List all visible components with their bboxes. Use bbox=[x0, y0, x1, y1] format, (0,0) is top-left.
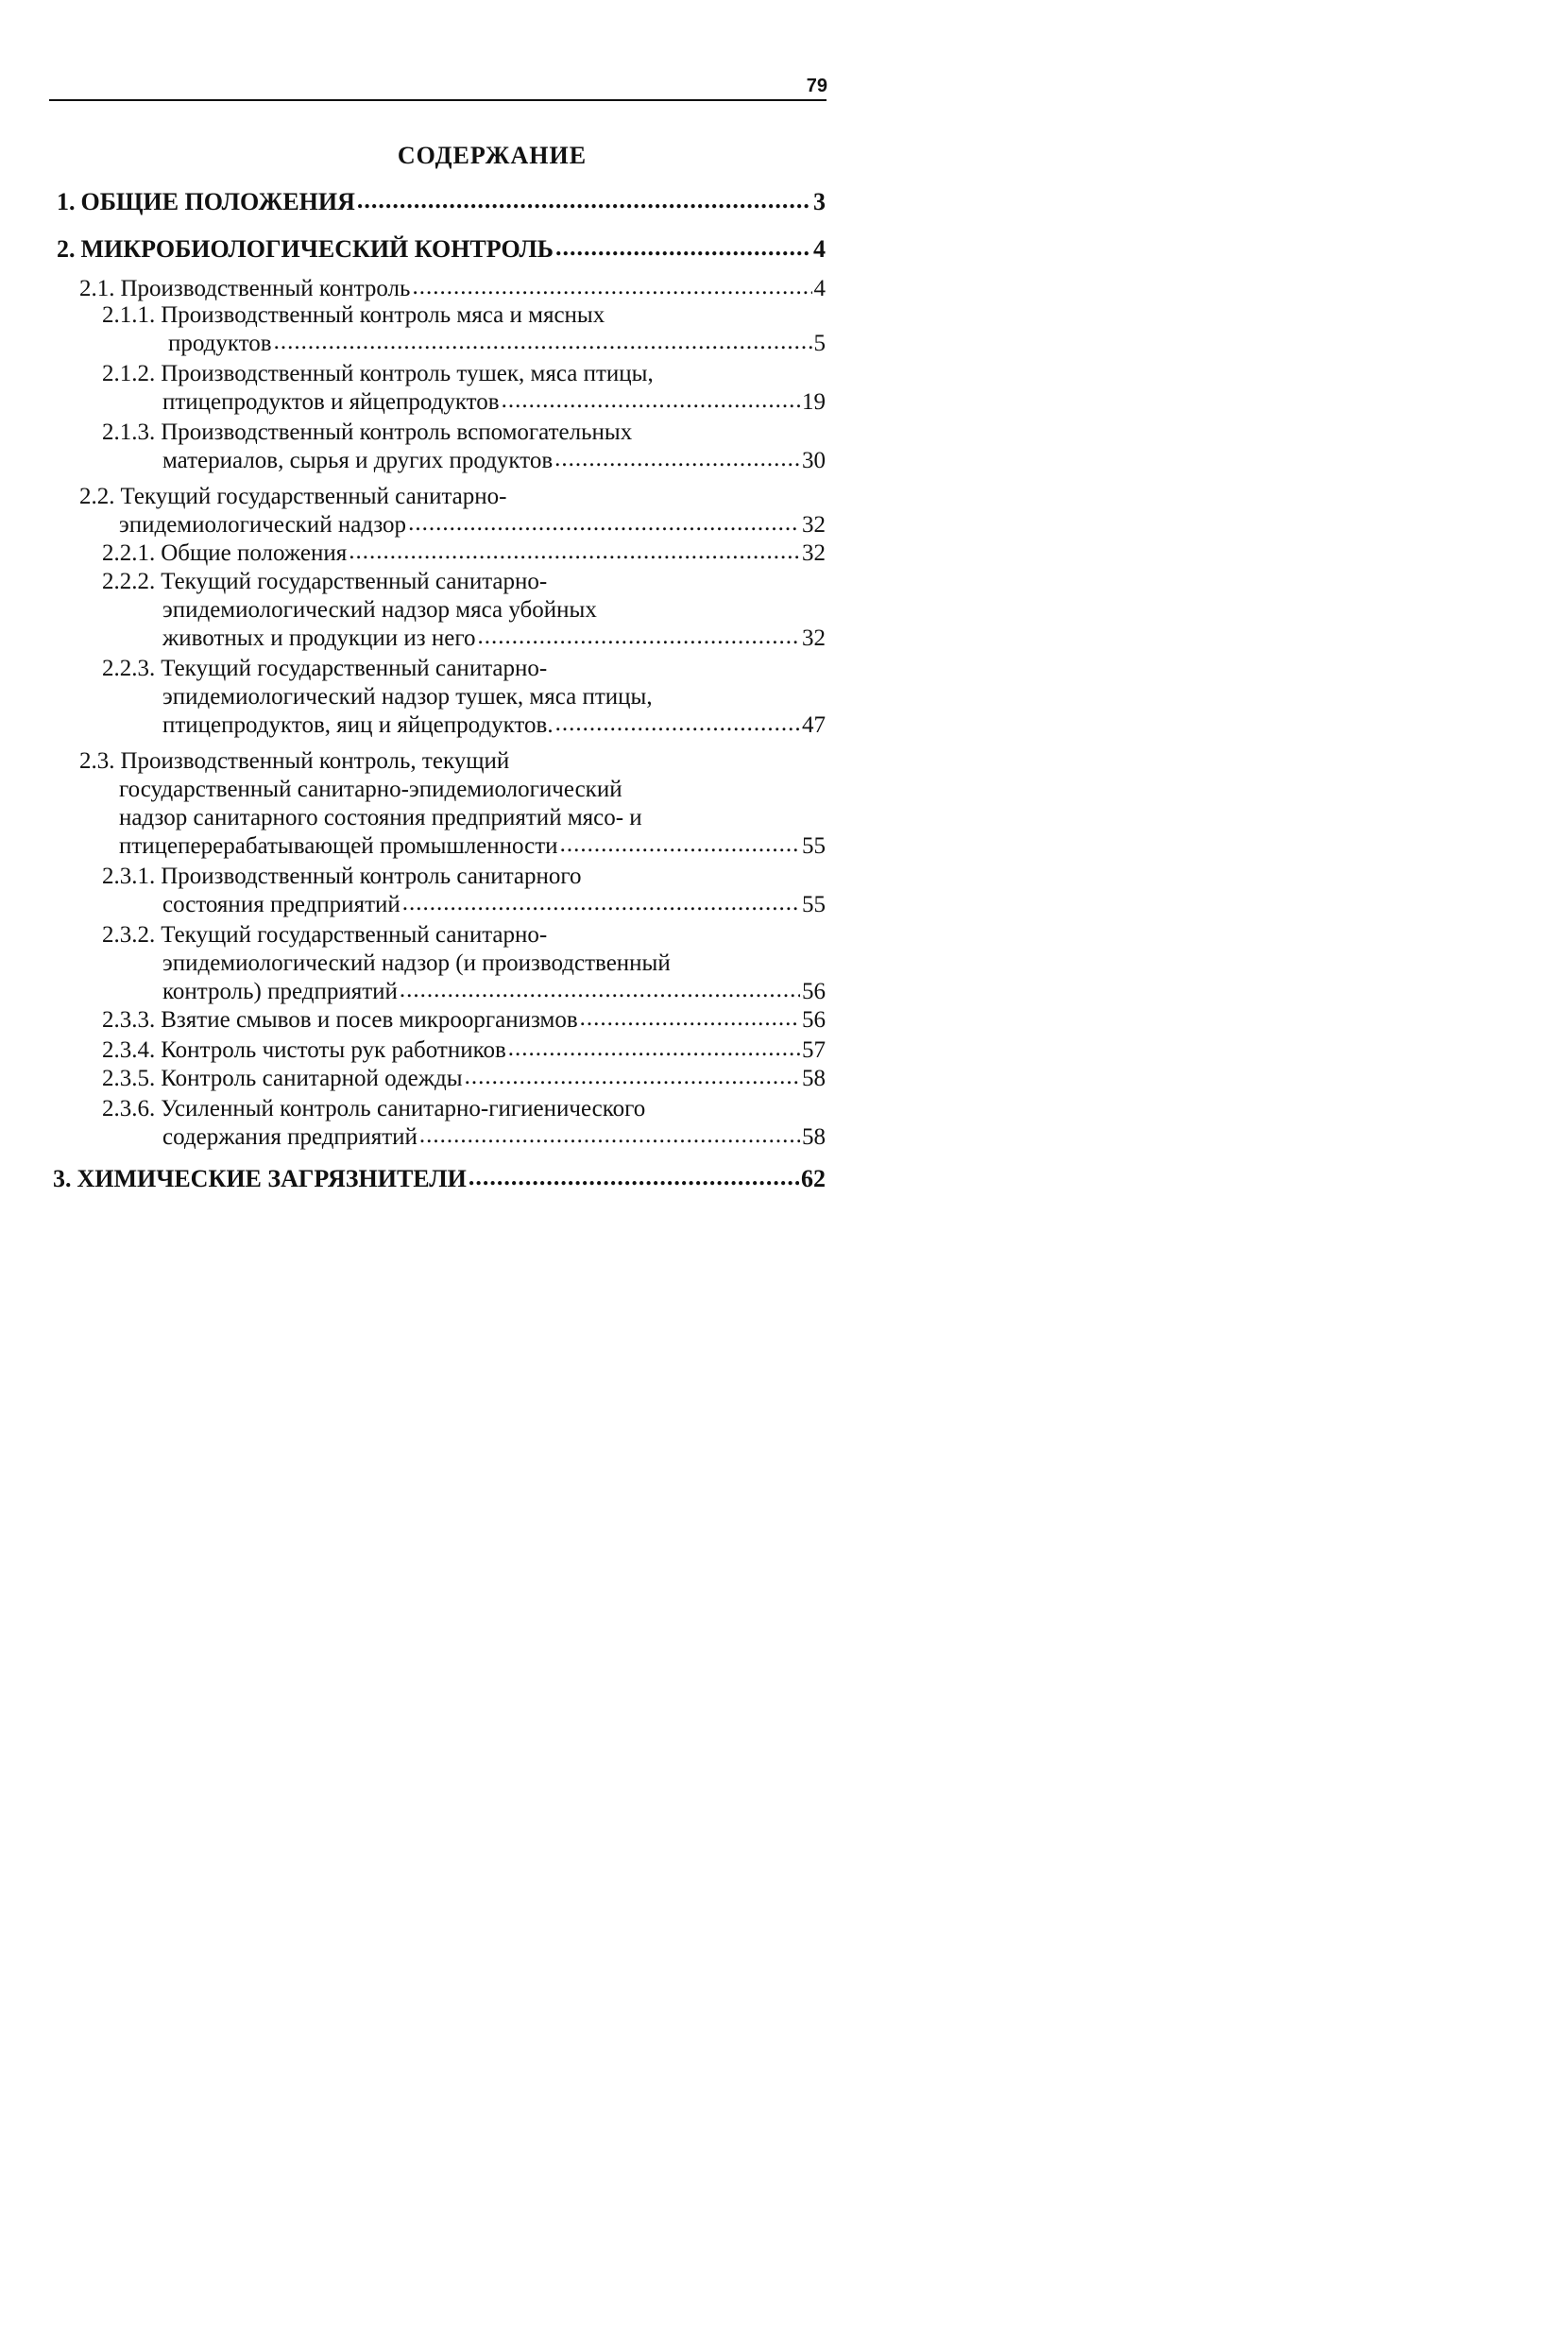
toc-entry-number: 2.1. bbox=[79, 276, 115, 301]
toc-leader-dots bbox=[555, 709, 800, 739]
toc-leader-dots bbox=[349, 537, 800, 567]
toc-entry-title: эпидемиологический надзор (и производственный bbox=[162, 950, 671, 976]
toc-entry-number: 2.2. bbox=[79, 484, 115, 509]
toc-entry-page: 3 bbox=[813, 188, 826, 215]
toc-entry-number: 2.3.6. bbox=[102, 1096, 156, 1121]
toc-entry-title: птицеперерабатывающей промышленности bbox=[119, 833, 558, 859]
toc-entry bbox=[102, 1064, 826, 1094]
toc-entry-page: 4 bbox=[813, 235, 826, 263]
toc-entry-page: 30 bbox=[802, 448, 826, 473]
toc-entry-page: 56 bbox=[802, 979, 826, 1004]
toc-entry bbox=[102, 1005, 826, 1036]
toc-leader-dots bbox=[502, 385, 800, 416]
toc-leader-dots bbox=[419, 1121, 800, 1151]
toc-leader-dots bbox=[274, 327, 812, 357]
toc-entry-number: 2.1.2. bbox=[102, 361, 156, 386]
toc-entry-title: государственный санитарно-эпидемиологический bbox=[119, 777, 622, 802]
toc-entry-title: Текущий государственный санитарно- bbox=[161, 922, 548, 948]
toc-entry bbox=[162, 1122, 826, 1153]
toc-entry-page: 32 bbox=[802, 512, 826, 538]
toc-entry bbox=[162, 710, 826, 741]
toc-entry-number: 2.3.2. bbox=[102, 922, 156, 948]
toc-entry-title: продуктов bbox=[168, 331, 272, 356]
toc-entry-title: Производственный контроль санитарного bbox=[161, 864, 582, 889]
toc-leader-dots bbox=[580, 1003, 800, 1034]
toc-entry-title: Производственный контроль вспомогательных bbox=[161, 419, 633, 445]
toc-entry-number: 2.2.1. bbox=[102, 540, 156, 566]
toc-entry-title: животных и продукции из него bbox=[162, 625, 476, 651]
toc-leader-dots bbox=[469, 1162, 799, 1192]
toc-leader-dots bbox=[560, 830, 800, 860]
toc-leader-dots bbox=[400, 975, 800, 1005]
toc-entry-title: надзор санитарного состояния предприятий мясо- и bbox=[119, 805, 642, 830]
toc-entry bbox=[53, 1164, 826, 1194]
toc-entry-number: 2.2.3. bbox=[102, 656, 156, 681]
toc-entry bbox=[162, 446, 826, 476]
toc-entry-title: Производственный контроль, текущий bbox=[120, 748, 510, 774]
toc-entry-number: 3. bbox=[53, 1165, 72, 1192]
toc-leader-dots bbox=[477, 622, 800, 652]
toc-entry-number: 2.1.1. bbox=[102, 302, 156, 328]
toc-entry-number: 2.2.2. bbox=[102, 569, 156, 594]
toc-entry-number: 2.3.3. bbox=[102, 1007, 156, 1033]
toc-entry-title: эпидемиологический надзор мяса убойных bbox=[162, 597, 597, 623]
toc-entry-title: состояния предприятий bbox=[162, 892, 401, 917]
toc-entry-page: 47 bbox=[802, 712, 826, 738]
toc-leader-dots bbox=[555, 232, 811, 263]
toc-entry-title: Контроль санитарной одежды bbox=[161, 1066, 463, 1091]
toc-entry-title: эпидемиологический надзор bbox=[119, 512, 407, 538]
toc-entry-title: Текущий государственный санитарно- bbox=[120, 484, 507, 509]
toc-entry bbox=[102, 654, 826, 684]
toc-entry-number: 2.3.1. bbox=[102, 864, 156, 889]
toc-entry-title: Текущий государственный санитарно- bbox=[161, 569, 548, 594]
toc-entry-title: Производственный контроль bbox=[120, 276, 411, 301]
toc-leader-dots bbox=[412, 272, 811, 302]
toc-entry-page: 19 bbox=[802, 389, 826, 415]
toc-entry-page: 57 bbox=[802, 1037, 826, 1063]
toc-entry-title: ХИМИЧЕСКИЕ ЗАГРЯЗНИТЕЛИ bbox=[77, 1165, 467, 1192]
table-of-contents bbox=[0, 0, 984, 1476]
toc-entry-title: контроль) предприятий bbox=[162, 979, 398, 1004]
toc-entry bbox=[102, 920, 826, 950]
toc-entry-title: Усиленный контроль санитарно-гигиенического bbox=[161, 1096, 646, 1121]
toc-entry-page: 62 bbox=[801, 1165, 826, 1192]
toc-entry bbox=[79, 746, 826, 777]
toc-entry-page: 32 bbox=[802, 625, 826, 651]
toc-leader-dots bbox=[465, 1062, 800, 1092]
toc-entry-number: 1. bbox=[57, 188, 76, 215]
toc-leader-dots bbox=[357, 185, 811, 215]
toc-entry-number: 2.1.3. bbox=[102, 419, 156, 445]
toc-entry bbox=[102, 539, 826, 569]
toc-entry-title: ОБЩИЕ ПОЛОЖЕНИЯ bbox=[80, 188, 355, 215]
toc-entry-number: 2. bbox=[57, 235, 76, 263]
toc-entry-number: 2.3. bbox=[79, 748, 115, 774]
toc-entry-title: эпидемиологический надзор тушек, мяса птицы, bbox=[162, 684, 653, 710]
toc-entry-page: 58 bbox=[802, 1124, 826, 1150]
page-number: 79 bbox=[806, 76, 827, 96]
toc-entry-title: Взятие смывов и посев микроорганизмов bbox=[161, 1007, 578, 1033]
toc-entry-title: Общие положения bbox=[161, 540, 348, 566]
toc-entry bbox=[162, 624, 826, 654]
toc-entry-page: 55 bbox=[802, 833, 826, 859]
toc-entry bbox=[57, 187, 826, 217]
toc-entry bbox=[102, 567, 826, 597]
toc-entry-title: птицепродуктов и яйцепродуктов bbox=[162, 389, 500, 415]
toc-entry bbox=[57, 234, 826, 265]
toc-entry-page: 55 bbox=[802, 892, 826, 917]
toc-entry-title: Производственный контроль тушек, мяса птицы, bbox=[161, 361, 654, 386]
toc-entry bbox=[162, 890, 826, 920]
toc-entry-page: 4 bbox=[813, 276, 826, 301]
toc-title: СОДЕРЖАНИЕ bbox=[397, 142, 588, 169]
toc-entry bbox=[162, 387, 826, 418]
toc-entry bbox=[119, 775, 826, 805]
toc-entry-title: Контроль чистоты рук работников bbox=[161, 1037, 506, 1063]
toc-entry bbox=[168, 329, 826, 359]
toc-leader-dots bbox=[408, 508, 800, 539]
toc-leader-dots bbox=[554, 444, 800, 474]
toc-entry-title: Текущий государственный санитарно- bbox=[161, 656, 548, 681]
toc-entry-page: 5 bbox=[813, 331, 826, 356]
toc-entry-page: 32 bbox=[802, 540, 826, 566]
toc-entry-title: содержания предприятий bbox=[162, 1124, 418, 1150]
toc-entry-title: материалов, сырья и других продуктов bbox=[162, 448, 554, 473]
toc-leader-dots bbox=[508, 1034, 800, 1064]
toc-entry-title: Производственный контроль мяса и мясных bbox=[161, 302, 605, 328]
toc-leader-dots bbox=[402, 888, 800, 918]
toc-entry bbox=[119, 831, 826, 862]
toc-entry-title: МИКРОБИОЛОГИЧЕСКИЙ КОНТРОЛЬ bbox=[80, 235, 554, 263]
toc-entry-number: 2.3.5. bbox=[102, 1066, 156, 1091]
toc-entry-page: 56 bbox=[802, 1007, 826, 1033]
toc-entry-title: птицепродуктов, яиц и яйцепродуктов. bbox=[162, 712, 554, 738]
toc-entry-number: 2.3.4. bbox=[102, 1037, 156, 1063]
toc-entry-page: 58 bbox=[802, 1066, 826, 1091]
